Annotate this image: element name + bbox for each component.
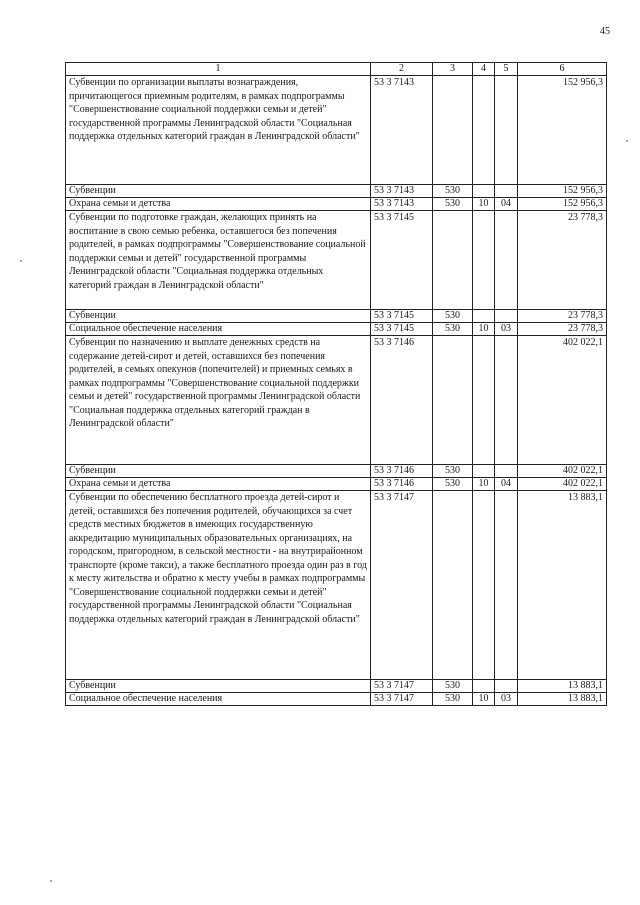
- row-section: 10: [473, 198, 495, 211]
- row-code: 53 3 7147: [371, 491, 433, 680]
- table-row: [66, 323, 607, 336]
- row-name: Субвенции по подготовке граждан, желающих принять на воспитание в свою семью ребенка, оставшегося без попечения родителей, в рамках подпрограммы "Совершенствование социальной поддержки семьи и детей" государственной программы Ленинградской области "Социальная поддержка отдельных категорий граждан в Ленинградской области": [66, 211, 371, 310]
- row-expense-type: [433, 336, 473, 465]
- table-row: [66, 310, 607, 323]
- row-expense-type: 530: [433, 310, 473, 323]
- budget-table: [65, 62, 607, 706]
- table-row: [66, 185, 607, 198]
- row-section: [473, 680, 495, 693]
- row-code: 53 3 7146: [371, 336, 433, 465]
- row-sum: 13 883,1: [518, 680, 607, 693]
- row-sum: 152 956,3: [518, 185, 607, 198]
- row-code: 53 3 7147: [371, 680, 433, 693]
- row-section: 10: [473, 693, 495, 706]
- row-subsection: 03: [495, 323, 518, 336]
- row-name: Охрана семьи и детства: [66, 198, 371, 211]
- row-code: 53 3 7143: [371, 185, 433, 198]
- row-name: Субвенции по организации выплаты вознаграждения, причитающегося приемным родителям, в рамках подпрограммы "Совершенствование социальной поддержки семьи и детей" государственной программы Ленинградской области "Социальная поддержка отдельных категорий граждан в Ленинградской области": [66, 76, 371, 185]
- row-subsection: [495, 491, 518, 680]
- row-expense-type: 530: [433, 198, 473, 211]
- row-name: Субвенции: [66, 680, 371, 693]
- row-subsection: [495, 310, 518, 323]
- row-expense-type: 530: [433, 680, 473, 693]
- table-row: [66, 211, 607, 310]
- row-sum: 13 883,1: [518, 491, 607, 680]
- row-section: [473, 185, 495, 198]
- table-row: [66, 198, 607, 211]
- row-sum: 23 778,3: [518, 323, 607, 336]
- row-section: 10: [473, 478, 495, 491]
- row-sum: 152 956,3: [518, 198, 607, 211]
- scan-speck: [626, 140, 628, 142]
- row-subsection: 04: [495, 198, 518, 211]
- row-name: Охрана семьи и детства: [66, 478, 371, 491]
- row-expense-type: 530: [433, 185, 473, 198]
- row-name: Субвенции: [66, 465, 371, 478]
- row-section: [473, 76, 495, 185]
- table-row: [66, 336, 607, 465]
- row-subsection: [495, 465, 518, 478]
- row-section: [473, 211, 495, 310]
- row-code: 53 3 7143: [371, 198, 433, 211]
- header-col-2: 2: [371, 63, 433, 76]
- row-name: Субвенции: [66, 310, 371, 323]
- table-row: [66, 491, 607, 680]
- row-name: Социальное обеспечение населения: [66, 323, 371, 336]
- row-subsection: [495, 211, 518, 310]
- row-name: Субвенции по обеспечению бесплатного проезда детей-сирот и детей, оставшихся без попечения родителей, обучающихся за счет средств местных бюджетов в имеющих государственную аккредитацию муниципальных образовательных организациях, на городском, пригородном, в сельской местности - на внутрирайонном транспорте (кроме такси), а также бесплатного проезда один раз в год к месту жительства и обратно к месту учебы в рамках подпрограммы "Совершенствование социальной поддержки семьи и детей" государственной программы Ленинградской области "Социальная поддержка отдельных категорий граждан в Ленинградской области": [66, 491, 371, 680]
- row-section: 10: [473, 323, 495, 336]
- row-expense-type: 530: [433, 478, 473, 491]
- row-section: [473, 310, 495, 323]
- row-code: 53 3 7146: [371, 478, 433, 491]
- row-code: 53 3 7143: [371, 76, 433, 185]
- row-section: [473, 465, 495, 478]
- row-code: 53 3 7145: [371, 211, 433, 310]
- row-sum: 23 778,3: [518, 310, 607, 323]
- table-row: [66, 680, 607, 693]
- row-expense-type: [433, 211, 473, 310]
- row-subsection: [495, 336, 518, 465]
- header-col-3: 3: [433, 63, 473, 76]
- row-sum: 152 956,3: [518, 76, 607, 185]
- scan-speck: [50, 880, 52, 882]
- table-row: [66, 465, 607, 478]
- row-expense-type: [433, 491, 473, 680]
- row-subsection: [495, 185, 518, 198]
- row-name: Субвенции: [66, 185, 371, 198]
- row-code: 53 3 7145: [371, 310, 433, 323]
- row-code: 53 3 7145: [371, 323, 433, 336]
- row-sum: 23 778,3: [518, 211, 607, 310]
- row-section: [473, 336, 495, 465]
- row-code: 53 3 7147: [371, 693, 433, 706]
- row-name: Социальное обеспечение населения: [66, 693, 371, 706]
- header-col-1: 1: [66, 63, 371, 76]
- row-expense-type: 530: [433, 465, 473, 478]
- header-col-5: 5: [495, 63, 518, 76]
- header-col-6: 6: [518, 63, 607, 76]
- row-sum: 402 022,1: [518, 465, 607, 478]
- row-sum: 402 022,1: [518, 478, 607, 491]
- scan-speck: [20, 260, 22, 262]
- header-col-4: 4: [473, 63, 495, 76]
- row-expense-type: 530: [433, 323, 473, 336]
- table-row: [66, 478, 607, 491]
- row-sum: 402 022,1: [518, 336, 607, 465]
- table-row: [66, 693, 607, 706]
- row-name: Субвенции по назначению и выплате денежных средств на содержание детей-сирот и детей, оставшихся без попечения родителей, в семьях опекунов (попечителей) и приемных семьях в рамках подпрограммы "Совершенствование социальной поддержки семьи и детей" государственной программы Ленинградской области "Социальная поддержка отдельных категорий граждан в Ленинградской области": [66, 336, 371, 465]
- row-section: [473, 491, 495, 680]
- row-sum: 13 883,1: [518, 693, 607, 706]
- page-number: 45: [600, 26, 610, 37]
- row-subsection: 04: [495, 478, 518, 491]
- row-subsection: [495, 76, 518, 185]
- row-subsection: [495, 680, 518, 693]
- row-subsection: 03: [495, 693, 518, 706]
- row-code: 53 3 7146: [371, 465, 433, 478]
- header-row: [66, 63, 607, 76]
- table-row: [66, 76, 607, 185]
- row-expense-type: 530: [433, 693, 473, 706]
- row-expense-type: [433, 76, 473, 185]
